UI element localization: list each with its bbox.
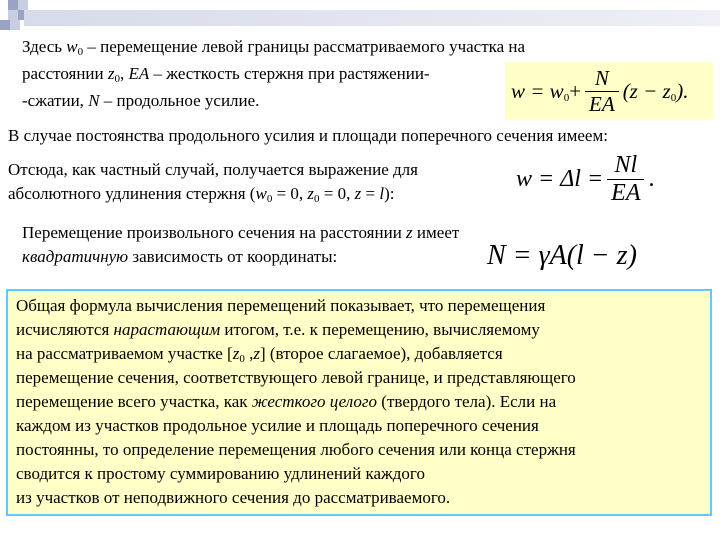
decor-square [8, 0, 18, 10]
formula-displacement [505, 62, 713, 120]
para1-line2: расстоянии $z_0$, EA – жесткость стержня при растяжении- [22, 64, 430, 85]
formula1-plus: + [569, 78, 582, 103]
summary-line: постоянны, то определение перемещения любого сечения или конца стержня [16, 440, 576, 459]
summary-line: исчисляются нарастающим итогом, т.е. к перемещению, вычисляемому [16, 320, 540, 339]
para3-line2: абсолютного удлинения стержня ($w_0 = 0$, $z_0 = 0$, z = l): [8, 184, 395, 205]
decor-square [10, 20, 20, 30]
para1-line1: Здесь $w_0$ – перемещение левой границы рассматриваемого участка на [22, 37, 526, 58]
summary-box [6, 289, 712, 516]
formula2-lhs: w = Δl = [516, 166, 604, 192]
formula-axial-force: N = γA(l − z) [487, 240, 637, 271]
header-bar [24, 10, 720, 26]
decor-square [8, 10, 18, 20]
formula1-fraction: $\frac{N}{EA}$ [585, 66, 619, 117]
summary-line: сводится к простому суммированию удлинений каждого [16, 464, 425, 483]
decor-square [0, 20, 10, 30]
summary-line: перемещение сечения, соответствующего левой границе, и представляющего [16, 368, 576, 387]
decor-square [18, 0, 28, 10]
summary-line: перемещение всего участка, как жесткого целого (твердого тела). Если на [16, 392, 557, 411]
summary-line: Общая формула вычисления перемещений показывает, что перемещения [16, 296, 546, 315]
summary-line: из участков от неподвижного сечения до рассматриваемого. [16, 488, 451, 507]
para4-line2: квадратичную зависимость от координаты: [22, 247, 338, 266]
formula1-lhs: $w = w_0$ [511, 78, 570, 104]
summary-line: каждом из участков продольное усилие и площадь поперечного сечения [16, 416, 539, 435]
para4-line1: Перемещение произвольного сечения на расстоянии z имеет [22, 223, 460, 242]
summary-line: на рассматриваемом участке [$z_0$ ,z] (второе слагаемое), добавляется [16, 344, 503, 365]
para1-line3: -сжатии, N – продольное усилие. [22, 91, 260, 110]
para3-line1: Отсюда, как частный случай, получается выражение для [8, 160, 418, 179]
formula-elongation [516, 152, 654, 207]
para2: В случае постоянства продольного усилия и площади поперечного сечения имеем: [8, 126, 608, 145]
formula1-paren: $(z - z_0)$. [622, 78, 689, 104]
formula2-fraction: $\frac{Nl}{EA}$ [607, 152, 644, 207]
formula2-end: . [648, 166, 655, 192]
